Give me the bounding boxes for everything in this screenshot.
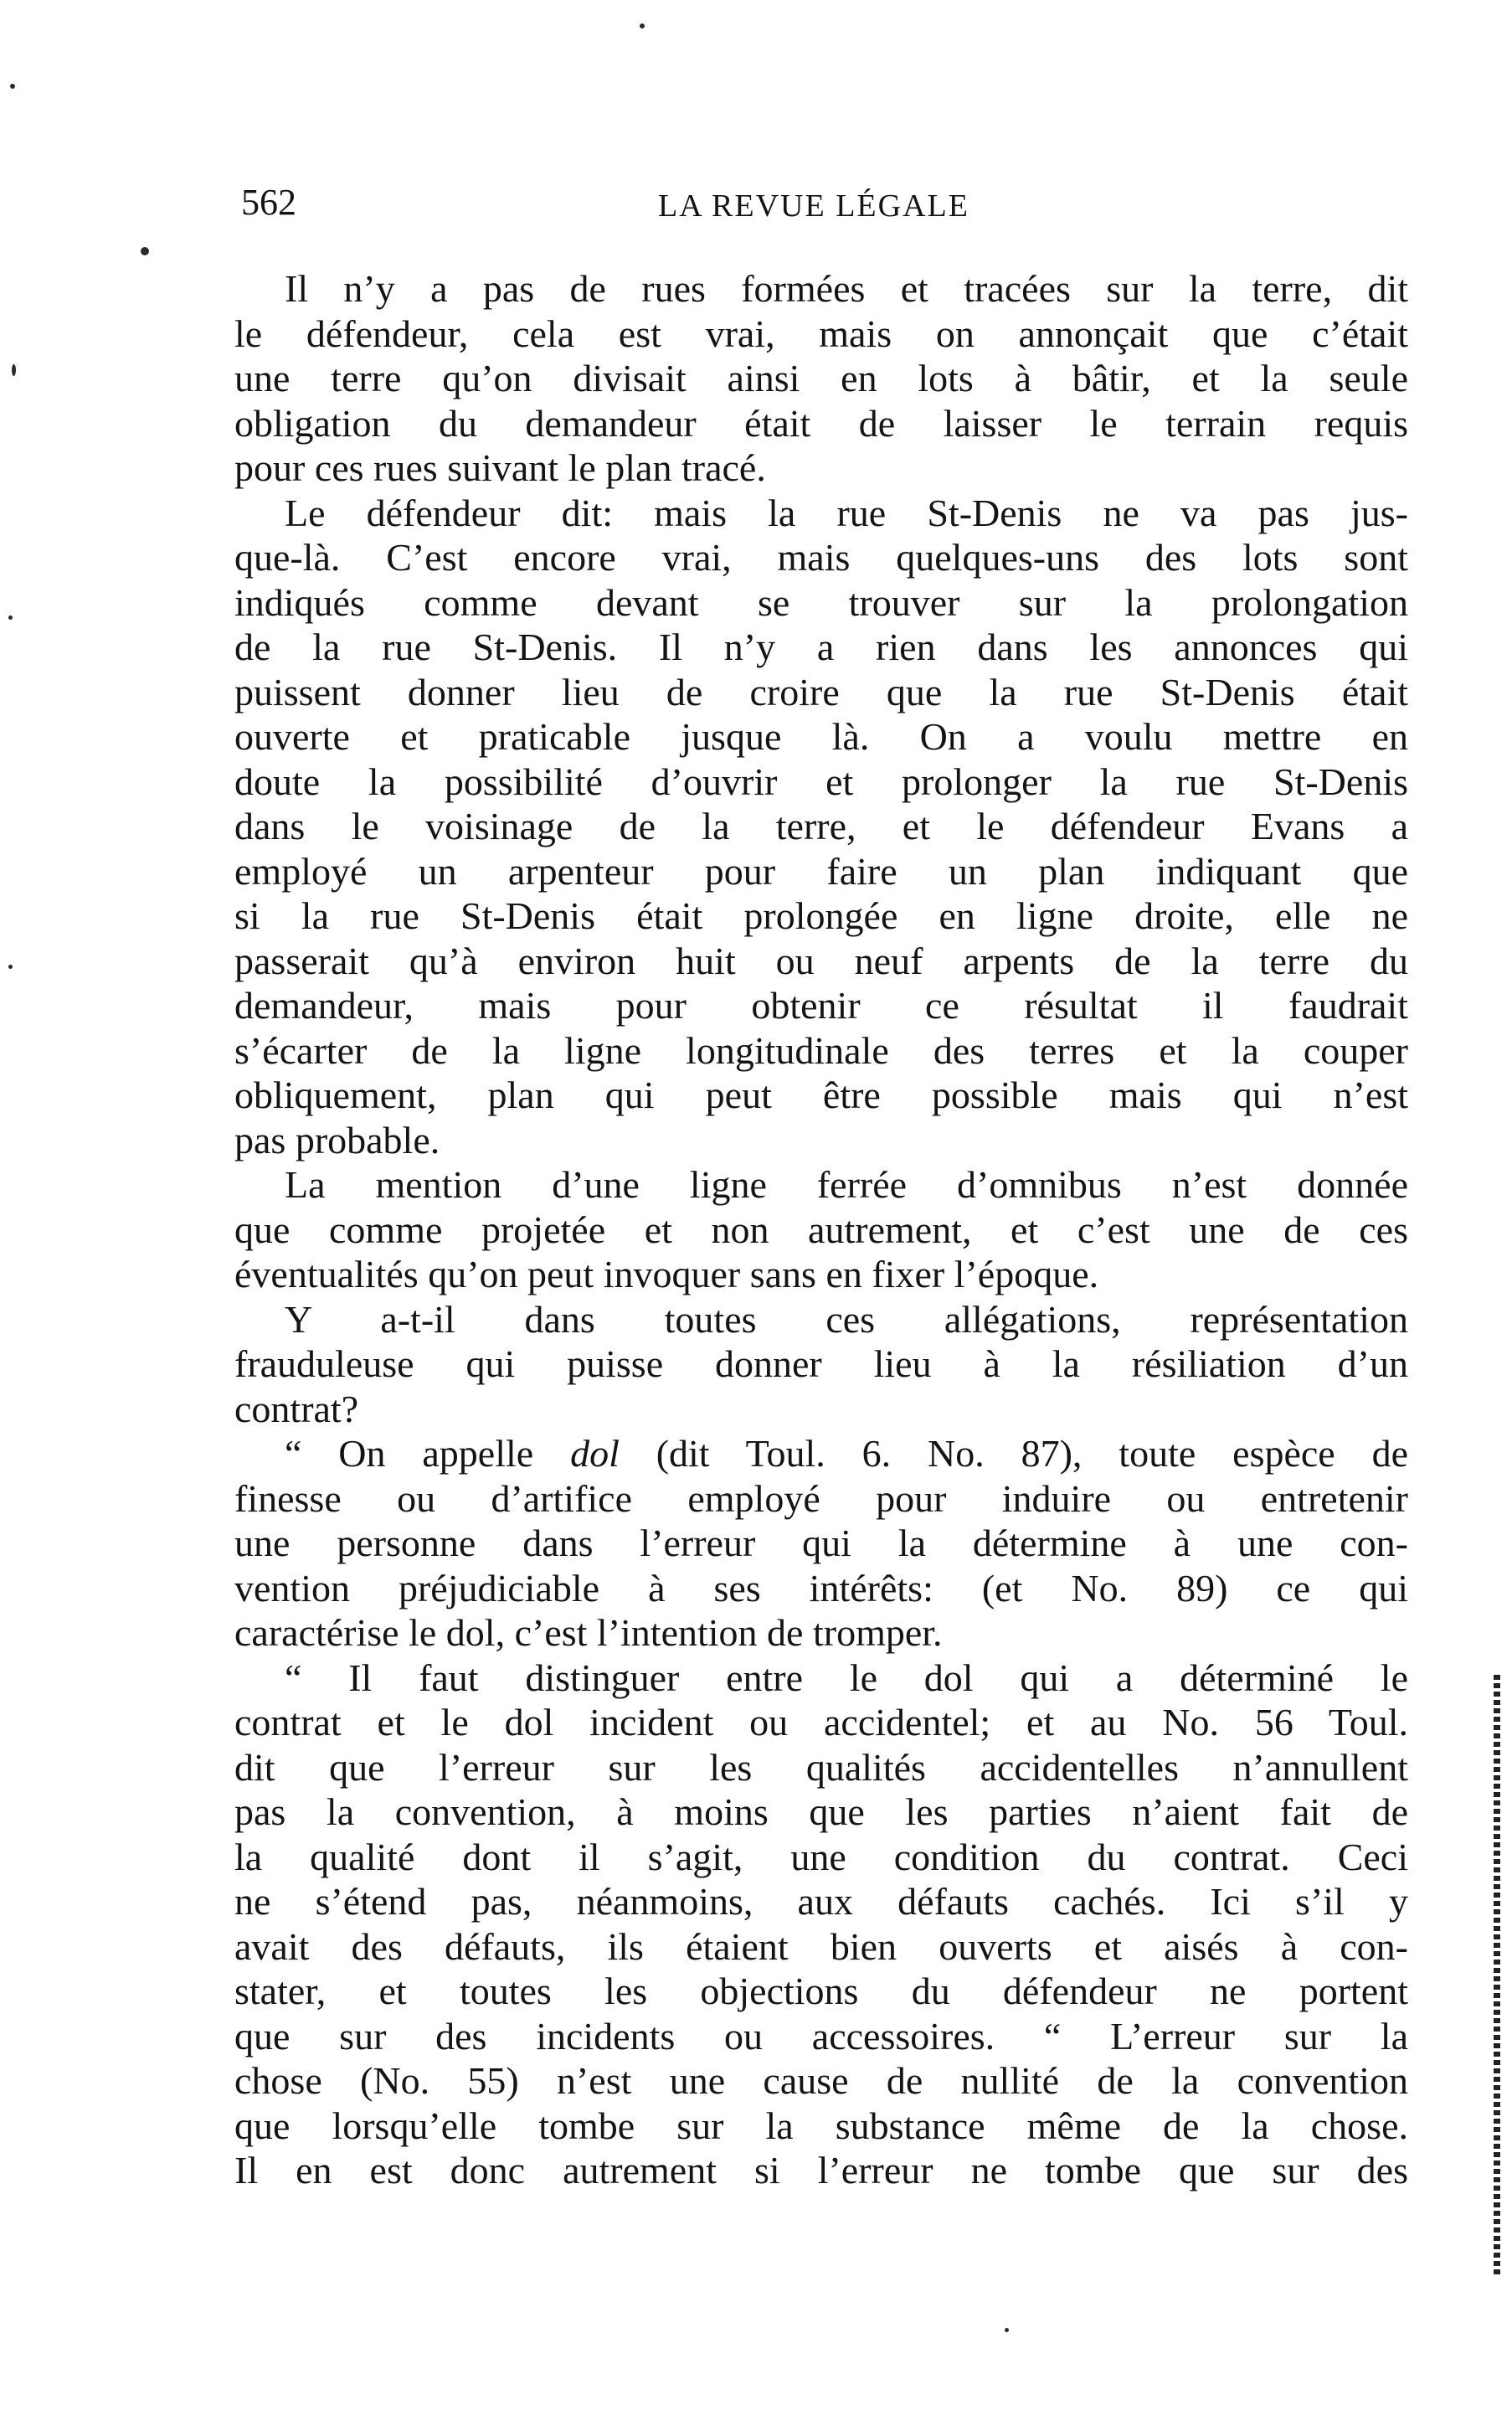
text-line — [234, 356, 1408, 401]
text-line-content: indiqués comme devant se trouver sur la prolongation — [234, 580, 1408, 624]
text-line-content: stater, et toutes les objections du défendeur ne portent — [234, 1970, 1408, 2012]
text-line-content: demandeur, mais pour obtenir ce résultat il faudrait — [234, 984, 1408, 1027]
text-line — [234, 1431, 1408, 1476]
text-line-content: employé un arpenteur pour faire un plan indiquant que — [234, 849, 1408, 893]
text-line-content: la qualité dont il s’agit, une condition du contrat. Ceci — [234, 1835, 1408, 1878]
text-line-content: contrat et le dol incident ou accidentel; et au No. 56 Toul. — [234, 1701, 1408, 1743]
text-line-content: le défendeur, cela est vrai, mais on annonçait que c’était — [234, 312, 1408, 355]
text-line — [234, 939, 1408, 984]
text-line-content: pour ces rues suivant le plan tracé. — [234, 446, 766, 489]
text-line-content: que comme projetée et non autrement, et c’est une de ces — [234, 1208, 1408, 1251]
text-line — [234, 266, 1408, 312]
text-line — [234, 1387, 1408, 1432]
text-line — [234, 983, 1408, 1028]
text-line-content: Y a-t-il dans toutes ces allégations, représentation — [285, 1297, 1408, 1341]
text-line-content: doute la possibilité d’ouvrir et prolonger la rue St-Denis — [234, 760, 1408, 803]
text-line — [234, 1073, 1408, 1118]
text-line — [234, 1252, 1408, 1297]
text-line-content: frauduleuse qui puisse donner lieu à la résiliation d’un — [234, 1342, 1408, 1385]
text-line-content: “ On appelle — [285, 1432, 571, 1475]
text-line — [234, 1745, 1408, 1790]
text-line — [234, 1566, 1408, 1611]
text-line — [234, 849, 1408, 894]
text-line-content: que sur des incidents ou accessoires. “ L’erreur sur la — [234, 2014, 1408, 2057]
scan-speck — [640, 23, 645, 28]
text-line-content: pas la convention, à moins que les parties n’aient fait de — [234, 1790, 1408, 1833]
journal-title: LA REVUE LÉGALE — [658, 188, 969, 224]
text-line — [234, 2058, 1408, 2104]
text-line — [234, 804, 1408, 849]
scan-speck — [141, 247, 149, 255]
text-line — [234, 1342, 1408, 1387]
text-line-content: une personne dans l’erreur qui la détermine à une con- — [234, 1522, 1408, 1564]
text-line — [234, 1028, 1408, 1074]
text-line-content: chose (No. 55) n’est une cause de nullité de la convention — [234, 2059, 1408, 2102]
text-line — [234, 445, 1408, 491]
text-line — [234, 1208, 1408, 1253]
text-line-content: si la rue St-Denis était prolongée en ligne droite, elle ne — [234, 894, 1408, 937]
text-line-content: puissent donner lieu de croire que la rue St-Denis était — [234, 670, 1408, 713]
text-line-content: La mention d’une ligne ferrée d’omnibus n’est donnée — [285, 1163, 1408, 1206]
text-line — [234, 1162, 1408, 1208]
text-line-content: dans le voisinage de la terre, et le défendeur Evans a — [234, 805, 1408, 847]
text-line-content: éventualités qu’on peut invoquer sans en fixer l’époque. — [234, 1253, 1099, 1295]
text-line — [234, 491, 1408, 536]
scan-speck — [8, 615, 13, 620]
text-line — [234, 312, 1408, 357]
text-line — [234, 1790, 1408, 1835]
text-line — [234, 714, 1408, 760]
text-line-content: contrat? — [234, 1387, 359, 1430]
scan-speck — [10, 84, 15, 89]
binding-edge-mark — [1494, 1675, 1500, 2278]
text-line-content: obliquement, plan qui peut être possible mais qui n’est — [234, 1074, 1408, 1116]
text-line — [234, 1700, 1408, 1745]
text-line-content: obligation du demandeur était de laisser le terrain requis — [234, 401, 1408, 445]
text-line — [234, 1118, 1408, 1163]
text-line-content: Il en est donc autrement si l’erreur ne tombe que sur des — [234, 2149, 1408, 2191]
text-line — [234, 1297, 1408, 1342]
text-line-content: passerait qu’à environ huit ou neuf arpents de la terre du — [234, 939, 1408, 982]
scan-speck — [1005, 2328, 1009, 2332]
text-line-content: que lorsqu’elle tombe sur la substance même de la chose. — [234, 2104, 1408, 2147]
text-line — [234, 1656, 1408, 1701]
text-line-content: caractérise le dol, c’est l’intention de tromper. — [234, 1611, 943, 1654]
text-line-content: s’écarter de la ligne longitudinale des terres et la couper — [234, 1028, 1408, 1072]
text-line — [234, 401, 1408, 446]
text-line-content: ne s’étend pas, néanmoins, aux défauts cachés. Ici s’il y — [234, 1880, 1408, 1923]
scan-speck — [8, 965, 13, 969]
text-line-content: “ Il faut distinguer entre le dol qui a déterminé le — [285, 1656, 1408, 1699]
text-line-content: une terre qu’on divisait ainsi en lots à bâtir, et la seule — [234, 357, 1408, 399]
text-line — [234, 580, 1408, 626]
text-line — [234, 894, 1408, 939]
text-line-content: vention préjudiciable à ses intérêts: (et No. 89) ce qui — [234, 1566, 1408, 1609]
text-line-content: de la rue St-Denis. Il n’y a rien dans les annonces qui — [234, 626, 1408, 668]
text-line-content: que-là. C’est encore vrai, mais quelques-uns des lots sont — [234, 536, 1408, 579]
text-line — [234, 1835, 1408, 1880]
text-line — [234, 1476, 1408, 1522]
text-line-content: ouverte et praticable jusque là. On a voulu mettre en — [234, 715, 1408, 758]
text-line — [234, 760, 1408, 805]
page-number: 562 — [241, 182, 296, 223]
text-line-content: pas probable. — [234, 1118, 440, 1161]
text-line-continuation: (dit Toul. 6. No. 87), toute espèce de — [619, 1432, 1409, 1475]
text-line — [234, 625, 1408, 670]
text-line — [234, 1521, 1408, 1566]
text-line-content: finesse ou d’artifice employé pour induire ou entretenir — [234, 1476, 1408, 1520]
text-line-content: Le défendeur dit: mais la rue St-Denis ne va pas jus- — [285, 491, 1408, 534]
text-line — [234, 535, 1408, 580]
text-line-content: dit que l’erreur sur les qualités accidentelles n’annullent — [234, 1745, 1408, 1789]
text-line-content: Il n’y a pas de rues formées et tracées sur la terre, dit — [285, 267, 1408, 310]
text-line — [234, 2104, 1408, 2149]
text-line — [234, 1969, 1408, 2014]
text-line-content: avait des défauts, ils étaient bien ouverts et aisés à con- — [234, 1924, 1408, 1968]
text-line — [234, 2014, 1408, 2059]
italic-term: dol — [570, 1432, 620, 1475]
text-line — [234, 1924, 1408, 1970]
text-line — [234, 2148, 1408, 2193]
text-line — [234, 1610, 1408, 1656]
text-line — [234, 1879, 1408, 1924]
running-head — [241, 176, 1405, 229]
text-line — [234, 670, 1408, 715]
scan-speck — [12, 364, 16, 376]
body-text — [234, 266, 1408, 2193]
